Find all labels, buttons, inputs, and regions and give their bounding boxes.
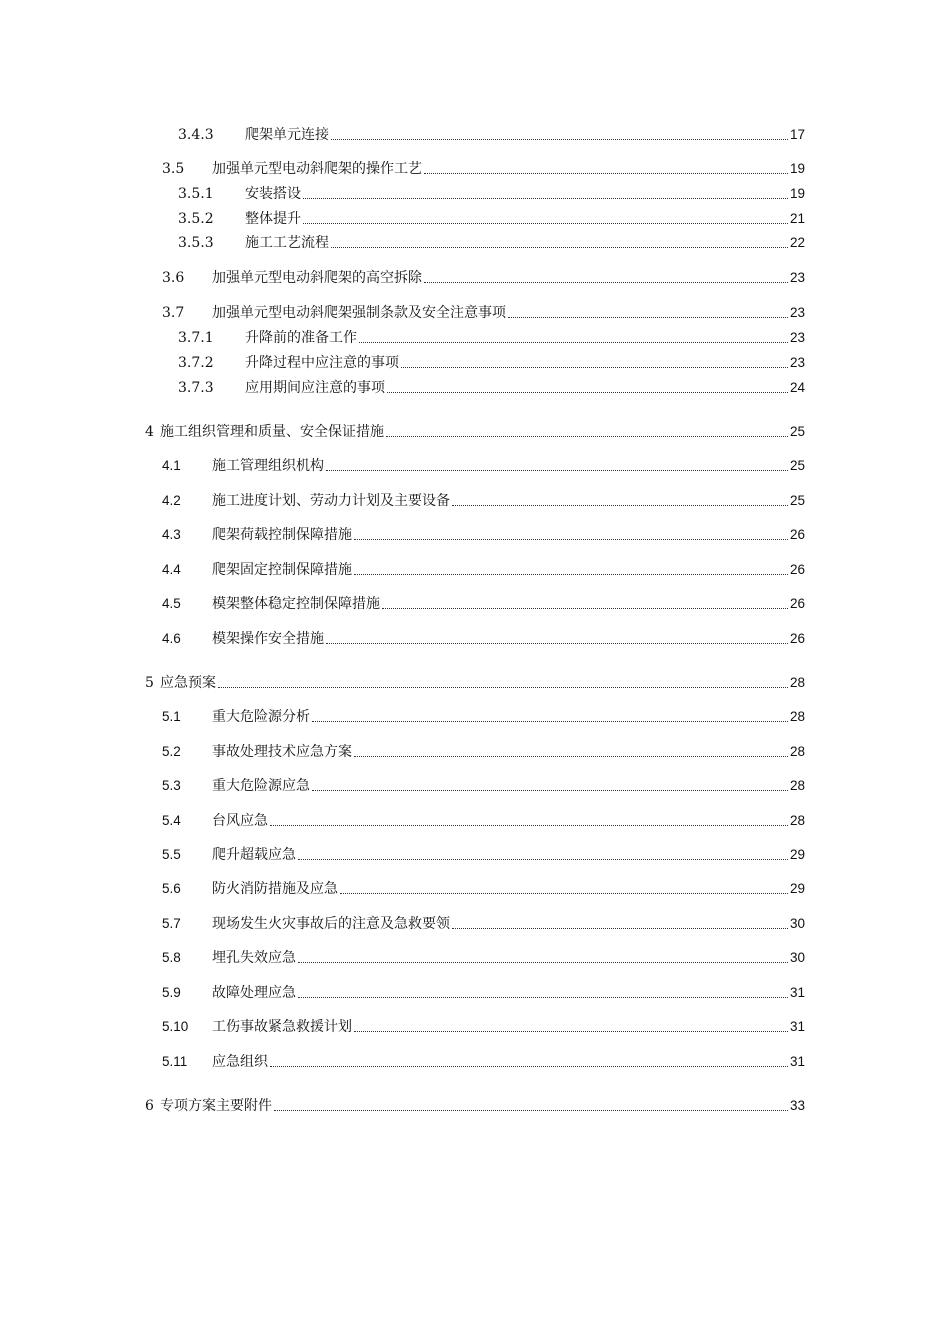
toc-entry-3-7[interactable] — [162, 300, 805, 322]
dot-leader — [386, 435, 788, 437]
toc-entry-4-6[interactable] — [162, 626, 805, 648]
toc-title: 爬架荷载控制保障措施 — [212, 527, 352, 543]
toc-number: 3.7.2 — [178, 355, 214, 371]
toc-number: 4.1 — [162, 458, 181, 473]
dot-leader — [270, 1065, 788, 1067]
toc-entry-5-4[interactable] — [162, 808, 805, 830]
toc-title: 应急预案 — [160, 675, 216, 691]
toc-number: 5.1 — [162, 709, 181, 724]
toc-entry-3-5-1[interactable] — [178, 181, 805, 203]
toc-page-number: 30 — [789, 916, 805, 931]
toc-number: 5.2 — [162, 744, 181, 759]
toc-title: 加强单元型电动斜爬架的高空拆除 — [212, 270, 422, 286]
toc-entry-3-6[interactable] — [162, 265, 805, 287]
dot-leader — [354, 755, 788, 757]
toc-entry-4-4[interactable] — [162, 557, 805, 579]
dot-leader — [326, 642, 788, 644]
toc-entry-3-5-2[interactable] — [178, 206, 805, 228]
toc-number: 5.6 — [162, 881, 181, 896]
dot-leader — [312, 720, 788, 722]
toc-number: 5.5 — [162, 847, 181, 862]
toc-page-number: 28 — [789, 709, 805, 724]
toc-page-number: 25 — [789, 493, 805, 508]
toc-entry-5-7[interactable] — [162, 911, 805, 933]
dot-leader — [354, 573, 788, 575]
toc-number: 5.4 — [162, 813, 181, 828]
toc-entry-3-7-3[interactable] — [178, 375, 805, 397]
toc-page-number: 26 — [789, 631, 805, 646]
dot-leader — [508, 316, 788, 318]
toc-page-number: 23 — [789, 355, 805, 370]
toc-title: 施工进度计划、劳动力计划及主要设备 — [212, 493, 450, 509]
toc-title: 现场发生火灾事故后的注意及急救要领 — [212, 916, 450, 932]
toc-title: 防火消防措施及应急 — [212, 881, 338, 897]
toc-page-number: 29 — [789, 881, 805, 896]
toc-entry-5-3[interactable] — [162, 773, 805, 795]
toc-number: 3.7 — [162, 305, 185, 321]
toc-page-number: 26 — [789, 562, 805, 577]
toc-page-number: 28 — [789, 778, 805, 793]
toc-title: 应急组织 — [212, 1054, 268, 1070]
toc-title: 埋孔失效应急 — [212, 950, 296, 966]
toc-entry-3-5[interactable] — [162, 156, 805, 178]
toc-entry-5-10[interactable] — [162, 1014, 805, 1036]
toc-number: 5.3 — [162, 778, 181, 793]
toc-page-number: 31 — [789, 985, 805, 1000]
toc-page-number: 17 — [789, 127, 805, 142]
toc-title: 模架操作安全措施 — [212, 631, 324, 647]
toc-entry-5-6[interactable] — [162, 876, 805, 898]
toc-entry-4[interactable] — [145, 419, 805, 441]
toc-title: 升降前的准备工作 — [245, 330, 357, 346]
dot-leader — [218, 686, 788, 688]
toc-title: 工伤事故紧急救援计划 — [212, 1019, 352, 1035]
toc-title: 安装搭设 — [245, 186, 301, 202]
toc-number: 4.5 — [162, 596, 181, 611]
toc-page-number: 21 — [789, 211, 805, 226]
toc-entry-5-2[interactable] — [162, 739, 805, 761]
dot-leader — [331, 246, 788, 248]
toc-title: 应用期间应注意的事项 — [245, 380, 385, 396]
toc-title: 施工工艺流程 — [245, 235, 329, 251]
toc-page-number: 26 — [789, 527, 805, 542]
toc-entry-3-7-2[interactable] — [178, 350, 805, 372]
toc-page-number: 33 — [789, 1098, 805, 1113]
toc-page-number: 23 — [789, 330, 805, 345]
toc-title: 加强单元型电动斜爬架强制条款及安全注意事项 — [212, 305, 506, 321]
toc-number: 4 — [145, 424, 154, 440]
toc-entry-3-7-1[interactable] — [178, 325, 805, 347]
toc-title: 故障处理应急 — [212, 985, 296, 1001]
toc-number: 5.10 — [162, 1019, 189, 1034]
dot-leader — [382, 607, 788, 609]
toc-entry-5-11[interactable] — [162, 1049, 805, 1071]
toc-number: 3.4.3 — [178, 127, 214, 143]
toc-page-number: 28 — [789, 744, 805, 759]
toc-title: 台风应急 — [212, 813, 268, 829]
toc-title: 爬升超载应急 — [212, 847, 296, 863]
toc-entry-4-2[interactable] — [162, 488, 805, 510]
toc-title: 加强单元型电动斜爬架的操作工艺 — [212, 161, 422, 177]
dot-leader — [340, 892, 788, 894]
dot-leader — [312, 789, 788, 791]
toc-number: 5 — [145, 675, 154, 691]
dot-leader — [359, 341, 788, 343]
toc-entry-5-1[interactable] — [162, 704, 805, 726]
toc-title: 施工组织管理和质量、安全保证措施 — [160, 424, 384, 440]
toc-page-number: 31 — [789, 1054, 805, 1069]
dot-leader — [274, 1109, 788, 1111]
toc-title: 升降过程中应注意的事项 — [245, 355, 399, 371]
toc-page-number: 19 — [789, 161, 805, 176]
toc-number: 6 — [145, 1098, 154, 1114]
toc-number: 3.5 — [162, 161, 185, 177]
dot-leader — [298, 858, 788, 860]
toc-page-number: 31 — [789, 1019, 805, 1034]
toc-number: 3.7.1 — [178, 330, 214, 346]
toc-page-number: 22 — [789, 235, 805, 250]
toc-title: 爬架固定控制保障措施 — [212, 562, 352, 578]
toc-page-number: 24 — [789, 380, 805, 395]
toc-number: 3.5.1 — [178, 186, 214, 202]
dot-leader — [298, 996, 788, 998]
toc-entry-3-5-3[interactable] — [178, 230, 805, 252]
toc-number: 3.7.3 — [178, 380, 214, 396]
toc-entry-4-1[interactable] — [162, 453, 805, 475]
dot-leader — [331, 138, 788, 140]
toc-entry-4-3[interactable] — [162, 522, 805, 544]
toc-number: 5.9 — [162, 985, 181, 1000]
toc-title: 整体提升 — [245, 211, 301, 227]
toc-page-number: 26 — [789, 596, 805, 611]
toc-entry-4-5[interactable] — [162, 591, 805, 613]
toc-page-number: 25 — [789, 424, 805, 439]
toc-number: 5.8 — [162, 950, 181, 965]
dot-leader — [326, 469, 788, 471]
toc-title: 模架整体稳定控制保障措施 — [212, 596, 380, 612]
toc-title: 重大危险源分析 — [212, 709, 310, 725]
dot-leader — [354, 538, 788, 540]
dot-leader — [452, 927, 788, 929]
toc-number: 4.3 — [162, 527, 181, 542]
dot-leader — [424, 281, 788, 283]
toc-title: 专项方案主要附件 — [160, 1098, 272, 1114]
toc-number: 4.6 — [162, 631, 181, 646]
dot-leader — [298, 961, 788, 963]
toc-number: 4.2 — [162, 493, 181, 508]
toc-title: 重大危险源应急 — [212, 778, 310, 794]
toc-title: 施工管理组织机构 — [212, 458, 324, 474]
toc-entry-3-4-3[interactable] — [178, 122, 805, 144]
toc-number: 5.11 — [162, 1054, 188, 1069]
dot-leader — [424, 172, 788, 174]
toc-entry-5-8[interactable] — [162, 945, 805, 967]
toc-page-number: 23 — [789, 270, 805, 285]
toc-entry-5-9[interactable] — [162, 980, 805, 1002]
dot-leader — [387, 391, 788, 393]
toc-number: 5.7 — [162, 916, 181, 931]
toc-page-number: 25 — [789, 458, 805, 473]
dot-leader — [270, 824, 788, 826]
toc-page-number: 29 — [789, 847, 805, 862]
toc-title: 爬架单元连接 — [245, 127, 329, 143]
dot-leader — [452, 504, 788, 506]
toc-page-number: 28 — [789, 813, 805, 828]
dot-leader — [303, 197, 788, 199]
toc-entry-5[interactable] — [145, 670, 805, 692]
toc-number: 3.5.3 — [178, 235, 214, 251]
toc-page-number: 23 — [789, 305, 805, 320]
toc-page-number: 19 — [789, 186, 805, 201]
dot-leader — [354, 1030, 788, 1032]
toc-page-number: 28 — [789, 675, 805, 690]
toc-page-number: 30 — [789, 950, 805, 965]
toc-title: 事故处理技术应急方案 — [212, 744, 352, 760]
dot-leader — [401, 366, 788, 368]
toc-number: 4.4 — [162, 562, 181, 577]
toc-number: 3.6 — [162, 270, 185, 286]
toc-number: 3.5.2 — [178, 211, 214, 227]
toc-entry-6[interactable] — [145, 1093, 805, 1115]
toc-entry-5-5[interactable] — [162, 842, 805, 864]
dot-leader — [303, 222, 788, 224]
